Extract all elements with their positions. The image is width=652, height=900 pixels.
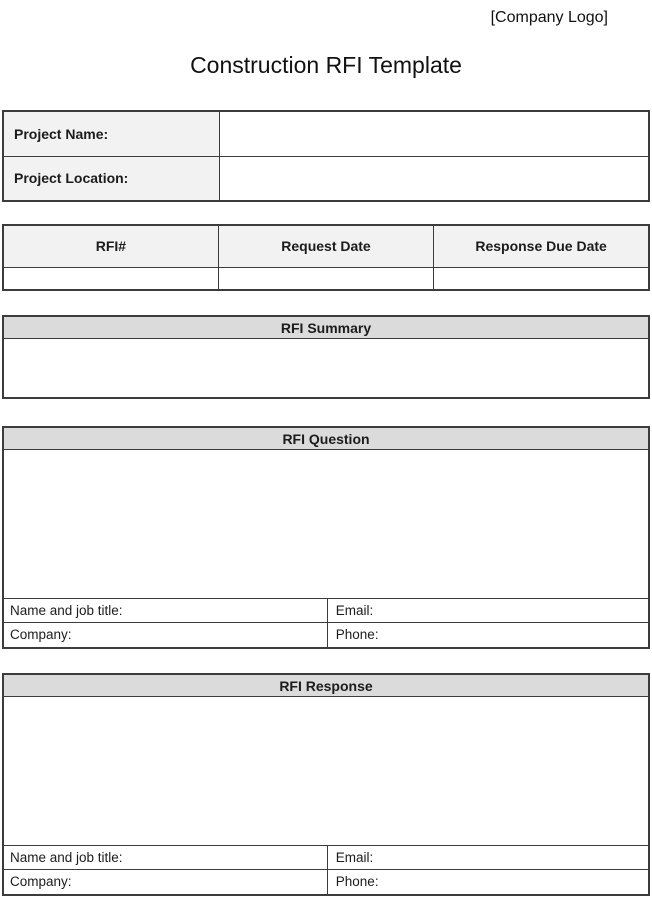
- response-due-date-header: Response Due Date: [434, 225, 649, 267]
- question-email-field[interactable]: [327, 599, 648, 623]
- phone-label: Phone:: [335, 627, 379, 643]
- response-due-date-field[interactable]: [434, 267, 649, 290]
- table-row: [3, 111, 649, 156]
- request-date-field[interactable]: [218, 267, 433, 290]
- rfi-question-header: RFI Question: [4, 428, 648, 450]
- project-name-field[interactable]: [219, 111, 649, 156]
- table-row: [3, 156, 649, 201]
- email-label: Email:: [335, 603, 374, 618]
- project-info-table: [2, 110, 650, 202]
- company-logo-placeholder: [Company Logo]: [490, 9, 608, 26]
- table-row: [3, 267, 649, 290]
- rfi-meta-table: [2, 224, 650, 291]
- rfi-summary-field[interactable]: [4, 339, 648, 397]
- company-label: Company:: [10, 874, 72, 890]
- request-date-header: Request Date: [218, 225, 433, 267]
- response-name-job-title-field[interactable]: [4, 846, 327, 870]
- rfi-summary-section: [2, 315, 650, 399]
- email-label: Email:: [335, 850, 374, 865]
- rfi-response-field[interactable]: [4, 697, 648, 845]
- table-row: [4, 599, 648, 623]
- rfi-summary-header: RFI Summary: [4, 317, 648, 339]
- response-phone-field[interactable]: [327, 870, 648, 894]
- rfi-question-field[interactable]: [4, 450, 648, 598]
- rfi-number-header: RFI#: [3, 225, 218, 267]
- table-row: [4, 846, 648, 870]
- question-name-job-title-field[interactable]: [4, 599, 327, 623]
- question-company-field[interactable]: [4, 623, 327, 647]
- name-job-title-label: Name and job title:: [10, 603, 123, 618]
- table-row: [4, 870, 648, 894]
- rfi-question-section: [2, 426, 650, 649]
- response-company-field[interactable]: [4, 870, 327, 894]
- question-contact-table: [4, 598, 648, 647]
- rfi-number-field[interactable]: [3, 267, 218, 290]
- rfi-response-header: RFI Response: [4, 675, 648, 697]
- response-contact-table: [4, 845, 648, 894]
- phone-label: Phone:: [335, 874, 379, 890]
- page-title: Construction RFI Template: [190, 52, 462, 78]
- project-location-label: Project Location:: [3, 156, 219, 201]
- table-row: [4, 623, 648, 647]
- rfi-response-section: [2, 673, 650, 896]
- name-job-title-label: Name and job title:: [10, 850, 123, 865]
- company-label: Company:: [10, 627, 72, 643]
- question-phone-field[interactable]: [327, 623, 648, 647]
- response-email-field[interactable]: [327, 846, 648, 870]
- table-header-row: [3, 225, 649, 267]
- project-location-field[interactable]: [219, 156, 649, 201]
- project-name-label: Project Name:: [3, 111, 219, 156]
